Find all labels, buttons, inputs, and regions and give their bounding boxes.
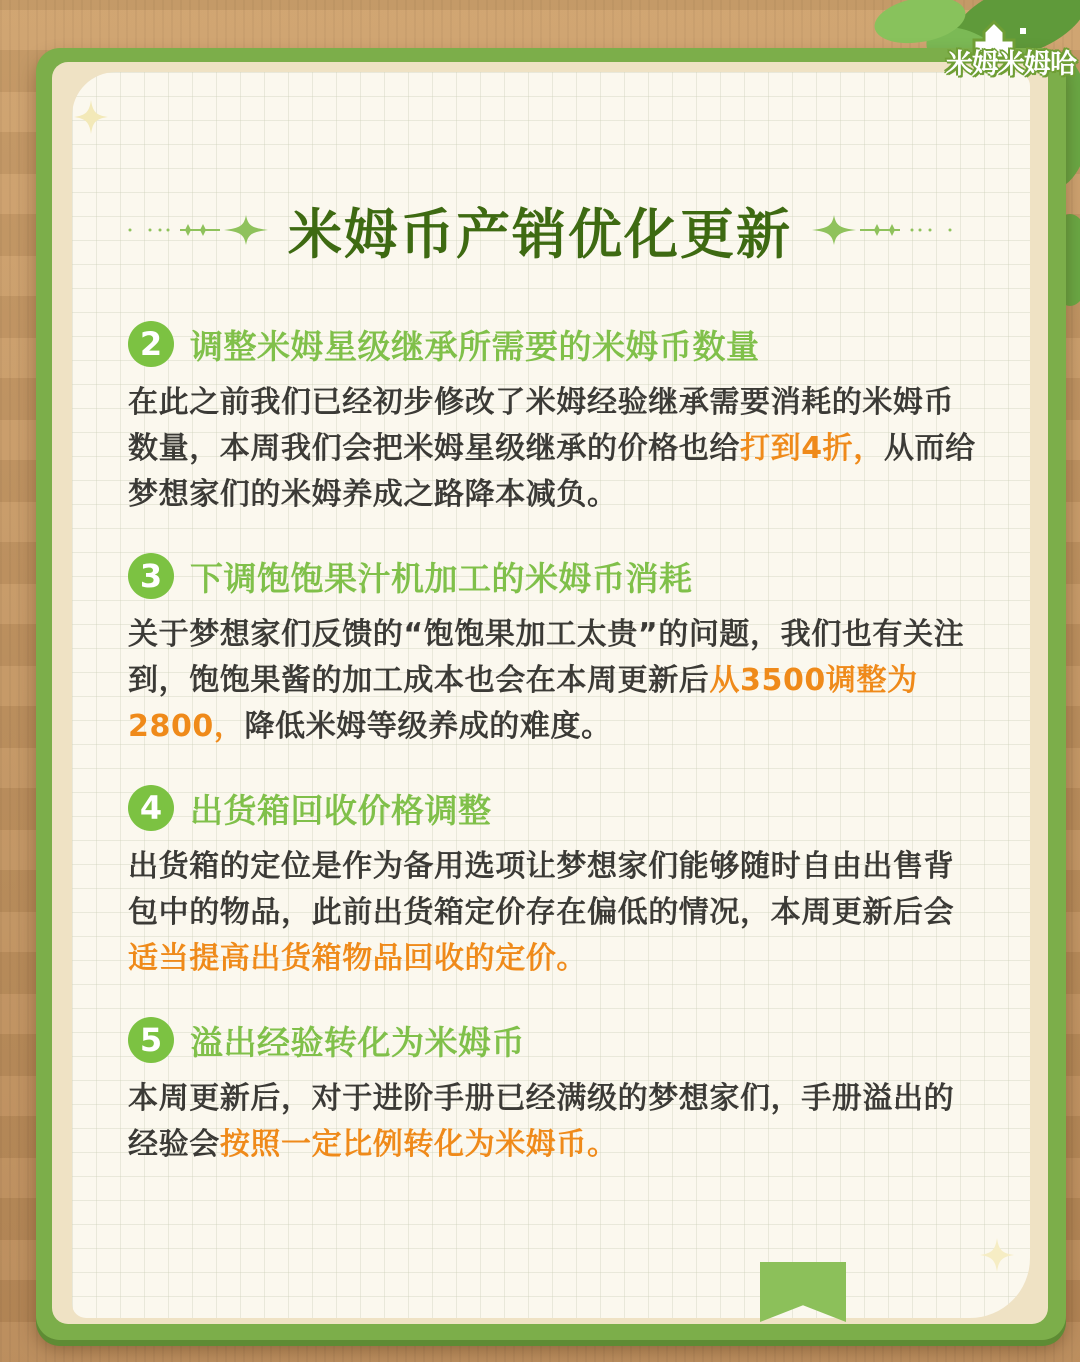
section-body: [128, 612, 978, 750]
section-heading-row: [128, 782, 978, 834]
section-heading-row: [128, 550, 978, 602]
body-text: 出货箱的定位是作为备用选项让梦想家们能够随时自由出售背包中的物品，此前出货箱定价存在偏低的情况，本周更新后会: [128, 849, 955, 930]
body-text: 在此之前我们已经初步修改了米姆经验继承需要消耗的米姆币数量，本周我们会把米姆星级继承的价格也给: [128, 385, 955, 466]
section-heading-row: [128, 1014, 978, 1066]
section-number-badge: 4: [128, 785, 174, 831]
section-heading: 调整米姆星级继承所需要的米姆币数量: [190, 326, 760, 366]
body-text: 本周更新后，对于进阶手册已经满级的梦想家们，手册溢出的经验会: [128, 1081, 955, 1162]
body-highlight: 适当提高出货箱物品回收的定价。: [128, 941, 587, 976]
body-text: 关于梦想家们反馈的“饱饱果加工太贵”的问题，我们也有关注到，饱饱果酱的加工成本也会在本周更新后: [128, 617, 965, 698]
title-left-ornament-icon: [128, 215, 268, 245]
sparkle-icon: [74, 100, 108, 134]
section-5: [128, 1014, 978, 1168]
body-text-end: 降低米姆等级养成的难度。: [244, 709, 612, 744]
section-heading: 溢出经验转化为米姆币: [190, 1022, 525, 1062]
section-body: [128, 844, 978, 982]
brand-logo-text: 米姆米姆哈: [946, 49, 1076, 80]
section-number-badge: 5: [128, 1017, 174, 1063]
section-3: [128, 550, 978, 750]
sparkle-icon: [980, 1238, 1014, 1272]
section-number-badge: 3: [128, 553, 174, 599]
section-4: [128, 782, 978, 982]
section-2: [128, 318, 978, 518]
body-highlight: 从3500调整为2800，: [128, 663, 918, 744]
body-highlight: 打到4折，: [740, 431, 884, 466]
body-highlight: 按照一定比例转化为米姆币。: [219, 1127, 618, 1162]
section-heading: 下调饱饱果汁机加工的米姆币消耗: [190, 558, 693, 598]
section-body: [128, 1076, 978, 1168]
section-heading: 出货箱回收价格调整: [190, 790, 492, 830]
page-title: 米姆币产销优化更新: [288, 202, 792, 266]
section-heading-row: [128, 318, 978, 370]
section-number-badge: 2: [128, 321, 174, 367]
body-text-end: 从而给梦想家们的米姆养成之路降本减负。: [128, 431, 976, 512]
title-right-ornament-icon: [812, 215, 952, 245]
section-body: [128, 380, 978, 518]
title-row: [0, 190, 1080, 270]
